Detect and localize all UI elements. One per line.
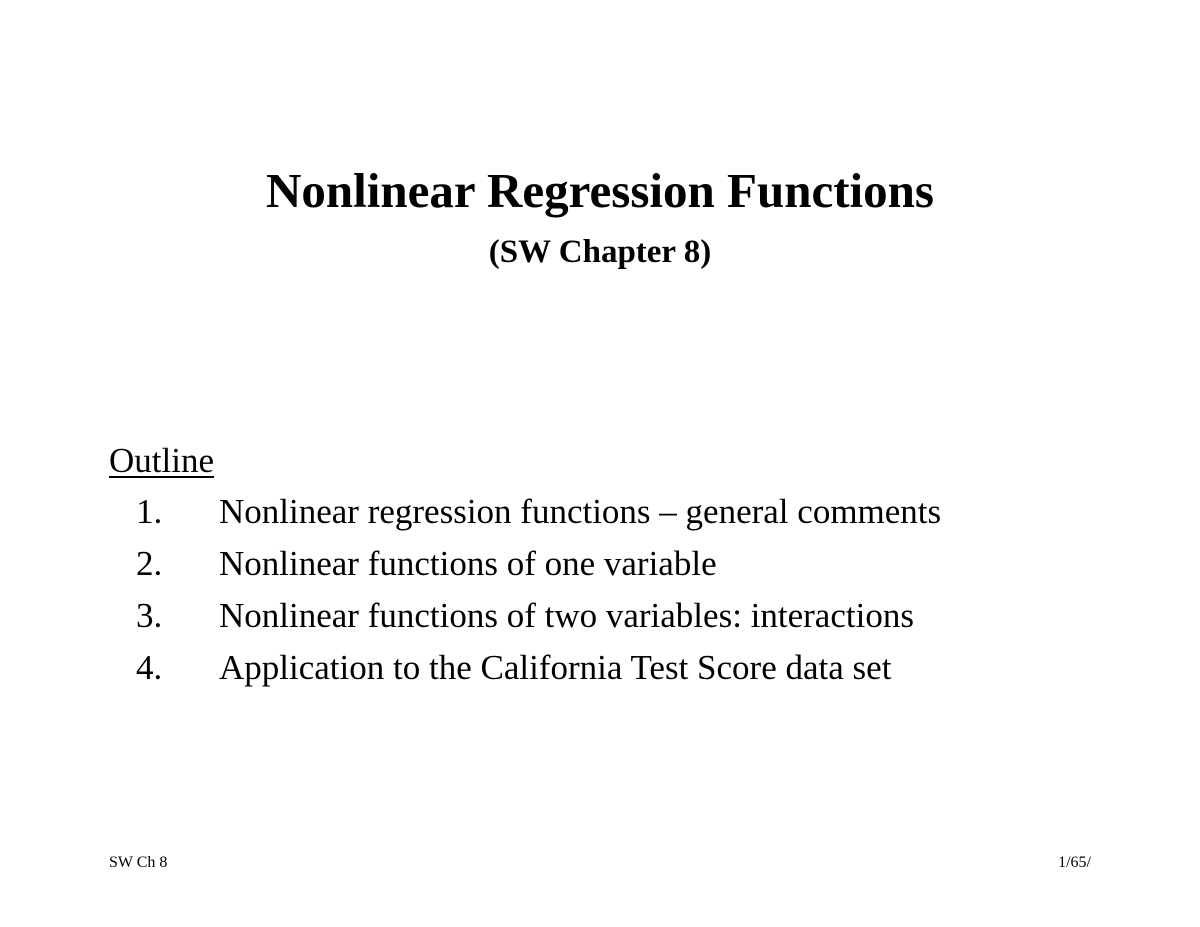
item-number: 2. <box>136 544 163 583</box>
item-number: 3. <box>136 596 163 635</box>
outline-heading: Outline <box>109 441 214 480</box>
slide-title: Nonlinear Regression Functions <box>266 163 934 218</box>
list-item <box>109 491 941 543</box>
list-item <box>109 543 941 595</box>
slide-subtitle: (SW Chapter 8) <box>488 234 712 270</box>
footer-chapter-label: SW Ch 8 <box>109 854 168 871</box>
outline-section <box>109 440 941 699</box>
list-item <box>109 595 941 647</box>
item-number: 4. <box>136 648 163 687</box>
item-text: Nonlinear functions of two variables: interactions <box>219 596 914 635</box>
item-number: 1. <box>136 492 163 531</box>
item-text: Nonlinear regression functions – general comments <box>219 492 942 531</box>
footer-page-number: 1/65/ <box>1058 854 1091 871</box>
item-text: Application to the California Test Score data set <box>219 648 892 687</box>
item-text: Nonlinear functions of one variable <box>219 544 717 583</box>
outline-list <box>109 491 941 699</box>
list-item <box>109 647 941 699</box>
